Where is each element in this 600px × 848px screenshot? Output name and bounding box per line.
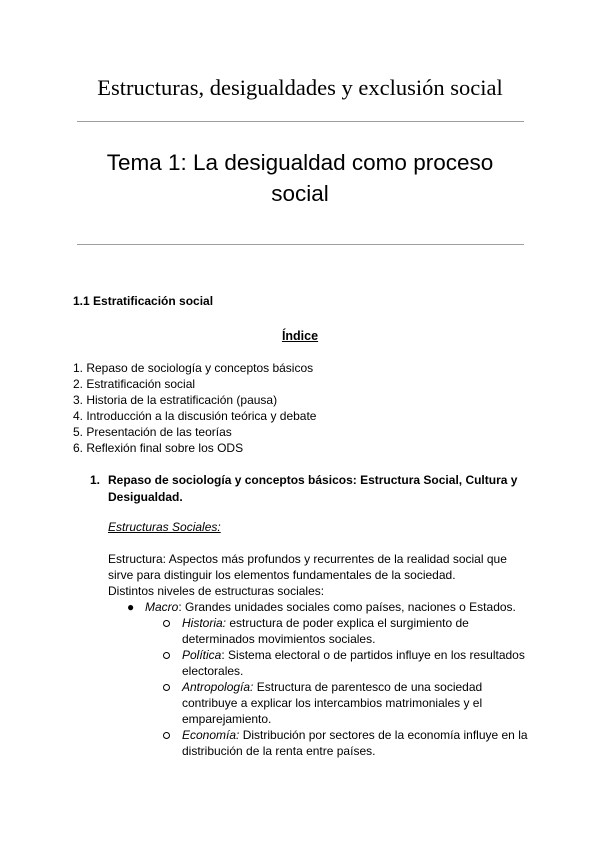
sub-bullet-term: Economía: [182,728,240,742]
sub-bullet-text: estructura de poder explica el surgimiento de determinados movimientos sociales. [182,616,469,646]
bullet-description: : Grandes unidades sociales como países, naciones o Estados. [178,600,516,614]
bullet-dot-icon: ● [127,600,135,614]
bullet-text [127,599,527,615]
sub-bullet-term: Historia: [182,616,227,630]
horizontal-rule-top [77,121,524,122]
definition-paragraph [108,551,528,599]
section-heading: 1.1 Estratificación social [73,294,214,308]
sub-bullet-item [161,727,531,759]
sub-bullet-item [161,615,531,647]
bullet-macro [127,599,527,615]
hollow-circle-icon [163,684,170,691]
sub-bullet-term: Política [182,648,222,662]
index-item: 2. Estratificación social [73,377,196,391]
bullet-term: Macro [145,600,179,614]
index-item: 1. Repaso de sociología y conceptos básicos [73,361,314,375]
point-heading-text: Repaso de sociología y conceptos básicos: Estructura Social, Cultura y Desigualdad. [108,473,518,504]
hollow-circle-icon [163,732,170,739]
sub-bullet-list [161,615,531,759]
sub-bullet-item [161,647,531,679]
hollow-circle-icon [163,652,170,659]
point-1-heading [90,472,530,505]
index-item: 3. Historia de la estratificación (pausa) [73,393,278,407]
levels-intro: Distintos niveles de estructuras sociales: [108,584,325,598]
hollow-circle-icon [163,620,170,627]
sub-bullet-text: Estructura de parentesco de una sociedad contribuye a explicar los intercambios matrimoniales y el emparejamiento. [182,680,483,726]
horizontal-rule-bottom [77,244,524,245]
index-heading: Índice [281,329,319,343]
course-title: Estructuras, desigualdades y exclusión social [97,75,503,100]
sub-bullet-term: Antropología: [182,680,254,694]
index-item: 4. Introducción a la discusión teórica y debate [73,409,317,423]
index-item: 5. Presentación de las teorías [73,425,232,439]
definition-text: Estructura: Aspectos más profundos y recurrentes de la realidad social que sirve para distinguir los elementos fundamentales de la sociedad. [108,552,507,582]
sub-heading-estructuras: Estructuras Sociales: [108,520,221,534]
sub-bullet-text: Distribución por sectores de la economía influye en la distribución de la renta entre países. [182,728,528,758]
tema-title: Tema 1: La desigualdad como proceso social [106,150,494,206]
point-number: 1. [90,473,101,487]
index-list [73,360,316,456]
index-item: 6. Reflexión final sobre los ODS [73,441,244,455]
sub-bullet-text: : Sistema electoral o de partidos influye en los resultados electorales. [182,648,525,678]
sub-bullet-item [161,679,531,727]
